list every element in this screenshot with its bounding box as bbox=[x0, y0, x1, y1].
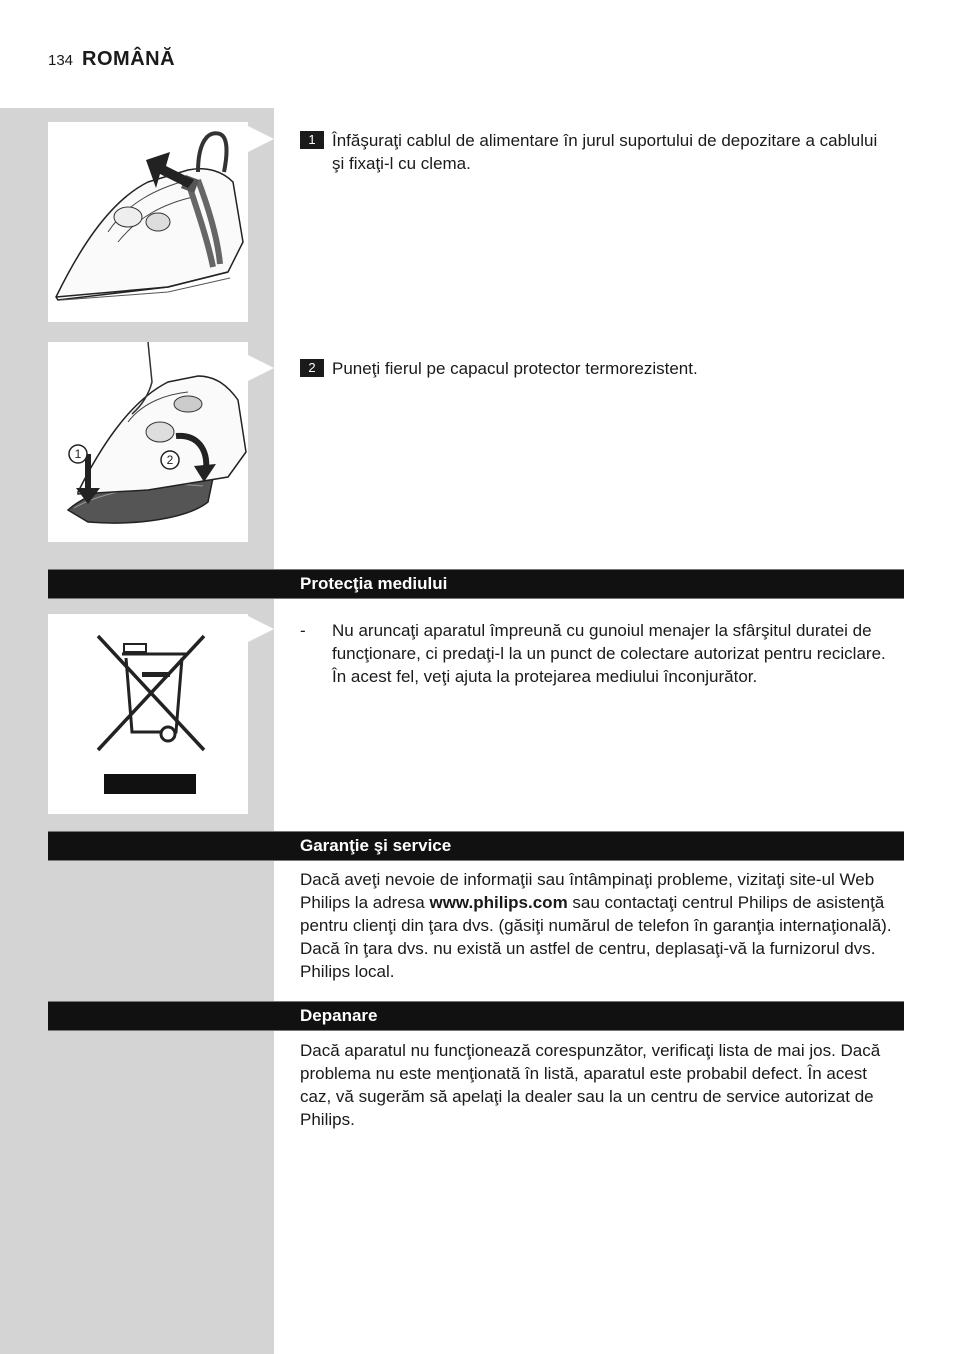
marker-2: 2 bbox=[166, 453, 174, 467]
section-header-environment bbox=[48, 569, 904, 599]
step-number-badge: 2 bbox=[300, 359, 324, 377]
guarantee-text-end: sau contactaţi centrul Philips de asistenţă pentru clienţi din ţara dvs. (găsiţi numărul de telefon în garanţia internaţională). Dacă în ţara dvs. nu există un astfel de centru, deplasaţi-vă la furnizorul dvs. Philips local. bbox=[300, 893, 892, 981]
section-title: Depanare bbox=[300, 1006, 378, 1025]
page-header bbox=[48, 48, 175, 71]
guarantee-paragraph bbox=[300, 868, 908, 983]
environment-bullet bbox=[300, 619, 890, 688]
figure-iron-on-cover bbox=[48, 342, 248, 542]
section-header-guarantee bbox=[48, 831, 904, 861]
step-number-badge: 1 bbox=[300, 131, 324, 149]
section-title: Garanţie şi service bbox=[300, 836, 452, 855]
page-number: 134 bbox=[48, 52, 74, 69]
iron-cord-illustration bbox=[48, 122, 248, 322]
crossed-bin-icon bbox=[48, 614, 248, 814]
figure-iron-cord-wrap bbox=[48, 122, 248, 322]
step-1 bbox=[300, 129, 890, 175]
philips-website-link[interactable]: www.philips.com bbox=[429, 893, 568, 912]
iron-cover-illustration bbox=[48, 342, 248, 542]
bullet-mark: - bbox=[300, 621, 306, 640]
step-text: Înfăşuraţi cablul de alimentare în jurul suportului de depozitare a cablului şi fixaţi-l cu clema. bbox=[332, 131, 878, 173]
step-2 bbox=[300, 357, 890, 380]
callout-pointer bbox=[248, 616, 274, 642]
guarantee-text-start: Dacă aveţi nevoie de informaţii sau întâmpinaţi probleme, vizitaţi site-ul Web Philips la adresa bbox=[300, 870, 875, 912]
callout-pointer bbox=[248, 126, 274, 152]
section-header-troubleshooting bbox=[48, 1001, 904, 1031]
callout-pointer bbox=[248, 355, 274, 381]
bullet-text: Nu aruncaţi aparatul împreună cu gunoiul menajer la sfârşitul duratei de funcţionare, ci predaţi-l la un punct de colectare autorizat pentru reciclare. În acest fel, veţi ajuta la protejarea mediului înconjurător. bbox=[332, 621, 886, 686]
troubleshooting-paragraph: Dacă aparatul nu funcţionează corespunzător, verificaţi lista de mai jos. Dacă problema nu este menţionată în listă, aparatul este probabil defect. În acest caz, vă sugerăm să apelaţi la dealer sau la un centru de service autorizat de Philips. bbox=[300, 1041, 881, 1129]
step-text: Puneţi fierul pe capacul protector termorezistent. bbox=[332, 359, 698, 378]
language-title: ROMÂNĂ bbox=[82, 48, 176, 70]
section-title: Protecţia mediului bbox=[300, 574, 448, 593]
marker-1: 1 bbox=[74, 447, 82, 461]
figure-weee-bin bbox=[48, 614, 248, 814]
